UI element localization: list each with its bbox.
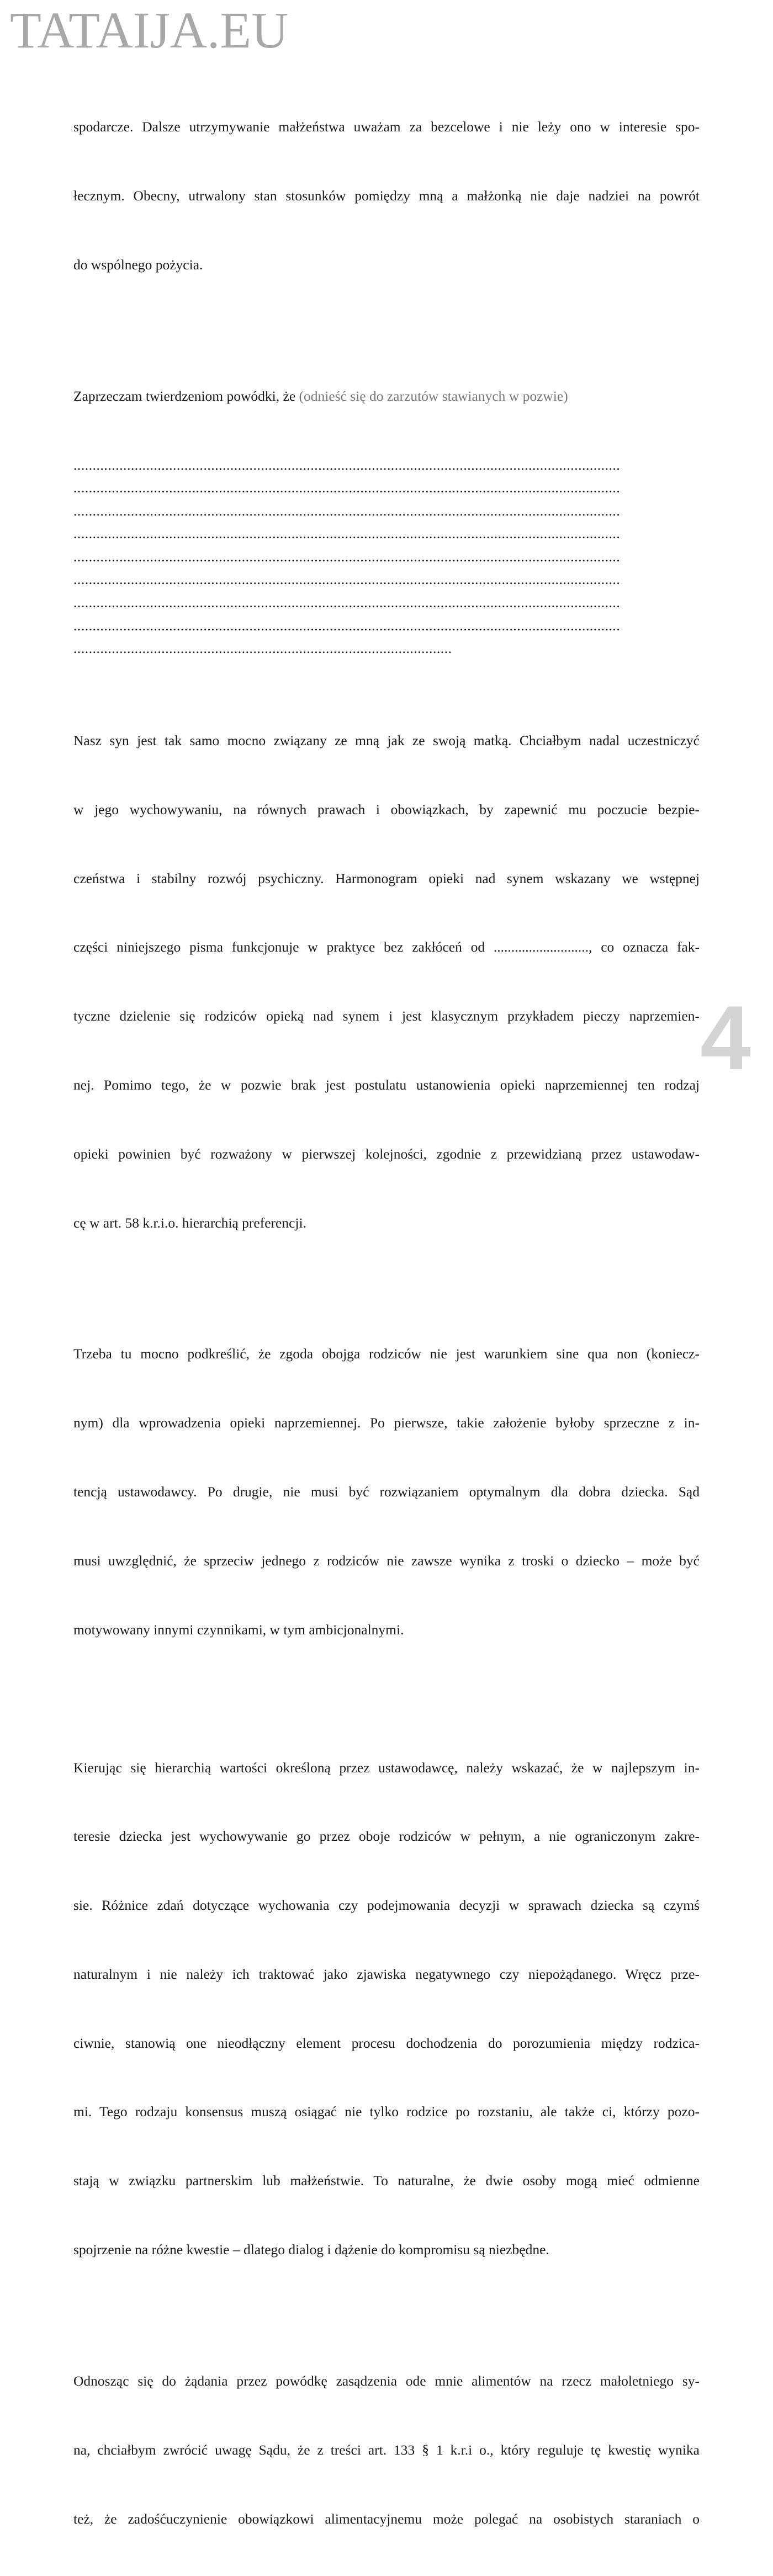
text-line: tyczne dzielenie się rodziców opieką nad synem i jest klasycznym przykładem pieczy naprzemien- [73, 1008, 700, 1024]
text-line: czeństwa i stabilny rozwój psychiczny. Harmonogram opieki nad synem wskazany we wstępnej [73, 870, 700, 886]
dotted-line: ................................................................................................... [73, 640, 452, 657]
text-line: spodarcze. Dalsze utrzymywanie małżeństwa uważam za bezcelowe i nie leży ono w interesie spo- [73, 119, 700, 135]
paragraph-parental-consent [73, 1297, 700, 1687]
text-line: tencją ustawodawcy. Po drugie, nie musi być rozwiązaniem optymalnym dla dobra dziecka. Sąd [73, 1484, 700, 1500]
text-line: nym) dla wprowadzenia opieki naprzemiennej. Po pierwsze, takie założenie byłoby sprzeczne z in- [73, 1415, 700, 1431]
paragraph-divorce-justification [73, 70, 700, 322]
text-line: na, chciałbym zwrócić uwagę Sądu, że z treści art. 133 § 1 k.r.i o., który reguluje tę kwestię wynika [73, 2441, 700, 2458]
text-line: Kierując się hierarchią wartości określoną przez ustawodawcę, należy wskazać, że w najlepszym in- [73, 1759, 700, 1776]
dotted-line: ............................................................................................................................................... [73, 525, 621, 542]
page-number: 4 [700, 987, 751, 1088]
text-line: części niniejszego pisma funkcjonuje w praktyce bez zakłóceń od ..........................., co oznacza fak- [73, 939, 700, 955]
text-line: spojrzenie na różne kwestie – dlatego dialog i dążenie do kompromisu są niezbędne. [73, 2242, 549, 2258]
paragraph-child-interest [73, 1710, 700, 2307]
text-line: opieki powinien być rozważony w pierwszej kolejności, zgodnie z przewidzianą przez ustawodaw- [73, 1145, 700, 1162]
text-line: Trzeba tu mocno podkreślić, że zgoda obojga rodziców nie jest warunkiem sine qua non (koniecz- [73, 1346, 700, 1362]
text-line: też, że zadośćuczynienie obowiązkowi alimentacyjnemu może polegać na osobistych staraniach o [73, 2510, 700, 2527]
denial-hint-text: (odnieść się do zarzutów stawianych w pozwie) [299, 387, 568, 404]
fill-in-dotted-lines [73, 454, 700, 660]
dotted-line: ............................................................................................................................................... [73, 480, 621, 496]
paragraph-joint-custody [73, 683, 700, 1280]
text-line: naturalnym i nie należy ich traktować jako zjawiska negatywnego czy niepożądanego. Wręcz prze- [73, 1966, 700, 1982]
dotted-line: ............................................................................................................................................... [73, 617, 621, 634]
text-line [73, 385, 700, 408]
watermark-logo: TATAIJA.EU [10, 2, 289, 59]
dotted-line: ............................................................................................................................................... [73, 502, 621, 519]
text-line: do wspólnego pożycia. [73, 256, 203, 273]
text-line: stają w związku partnerskim lub małżeństwie. To naturalne, że dwie osoby mogą mieć odmienne [73, 2173, 700, 2189]
text-line: w jego wychowywaniu, na równych prawach i obowiązkach, by zapewnić mu poczucie bezpie- [73, 801, 700, 817]
dotted-line: ............................................................................................................................................... [73, 456, 621, 473]
text-line: sie. Różnice zdań dotyczące wychowania czy podejmowania decyzji w sprawach dziecka są czymś [73, 1897, 700, 1914]
paragraph-denial [73, 339, 700, 454]
dotted-line: ............................................................................................................................................... [73, 571, 621, 588]
document-body [73, 70, 700, 2576]
text-line: nej. Pomimo tego, że w pozwie brak jest postulatu ustanowienia opieki naprzemiennej ten rodzaj [73, 1076, 700, 1093]
text-line: Odnosząc się do żądania przez powódkę zasądzenia ode mnie alimentów na rzecz małoletniego sy- [73, 2373, 700, 2389]
text-line: Nasz syn jest tak samo mocno związany ze mną jak ze swoją matką. Chciałbym nadal uczestniczyć [73, 732, 700, 749]
text-line: teresie dziecka jest wychowywanie go przez oboje rodziców w pełnym, a nie ograniczonym zakre- [73, 1828, 700, 1845]
denial-lead-text: Zaprzeczam twierdzeniom powódki, że [73, 387, 299, 404]
text-line: łecznym. Obecny, utrwalony stan stosunków pomiędzy mną a małżonką nie daje nadziei na powrót [73, 187, 700, 204]
text-line: cę w art. 58 k.r.i.o. hierarchią preferencji. [73, 1214, 306, 1231]
text-line: motywowany innymi czynnikami, w tym ambicjonalnymi. [73, 1621, 404, 1638]
text-line: ciwnie, stanowią one nieodłączny element procesu dochodzenia do porozumienia między rodzica- [73, 2035, 700, 2051]
paragraph-alimony [73, 2324, 700, 2576]
text-line: mi. Tego rodzaju konsensus muszą osiągać nie tylko rodzice po rozstaniu, ale także ci, którzy pozo- [73, 2104, 700, 2120]
text-line: musi uwzględnić, że sprzeciw jednego z rodziców nie zawsze wynika z troski o dziecko – może być [73, 1552, 700, 1569]
dotted-line: ............................................................................................................................................... [73, 594, 621, 611]
dotted-line: ............................................................................................................................................... [73, 548, 621, 565]
